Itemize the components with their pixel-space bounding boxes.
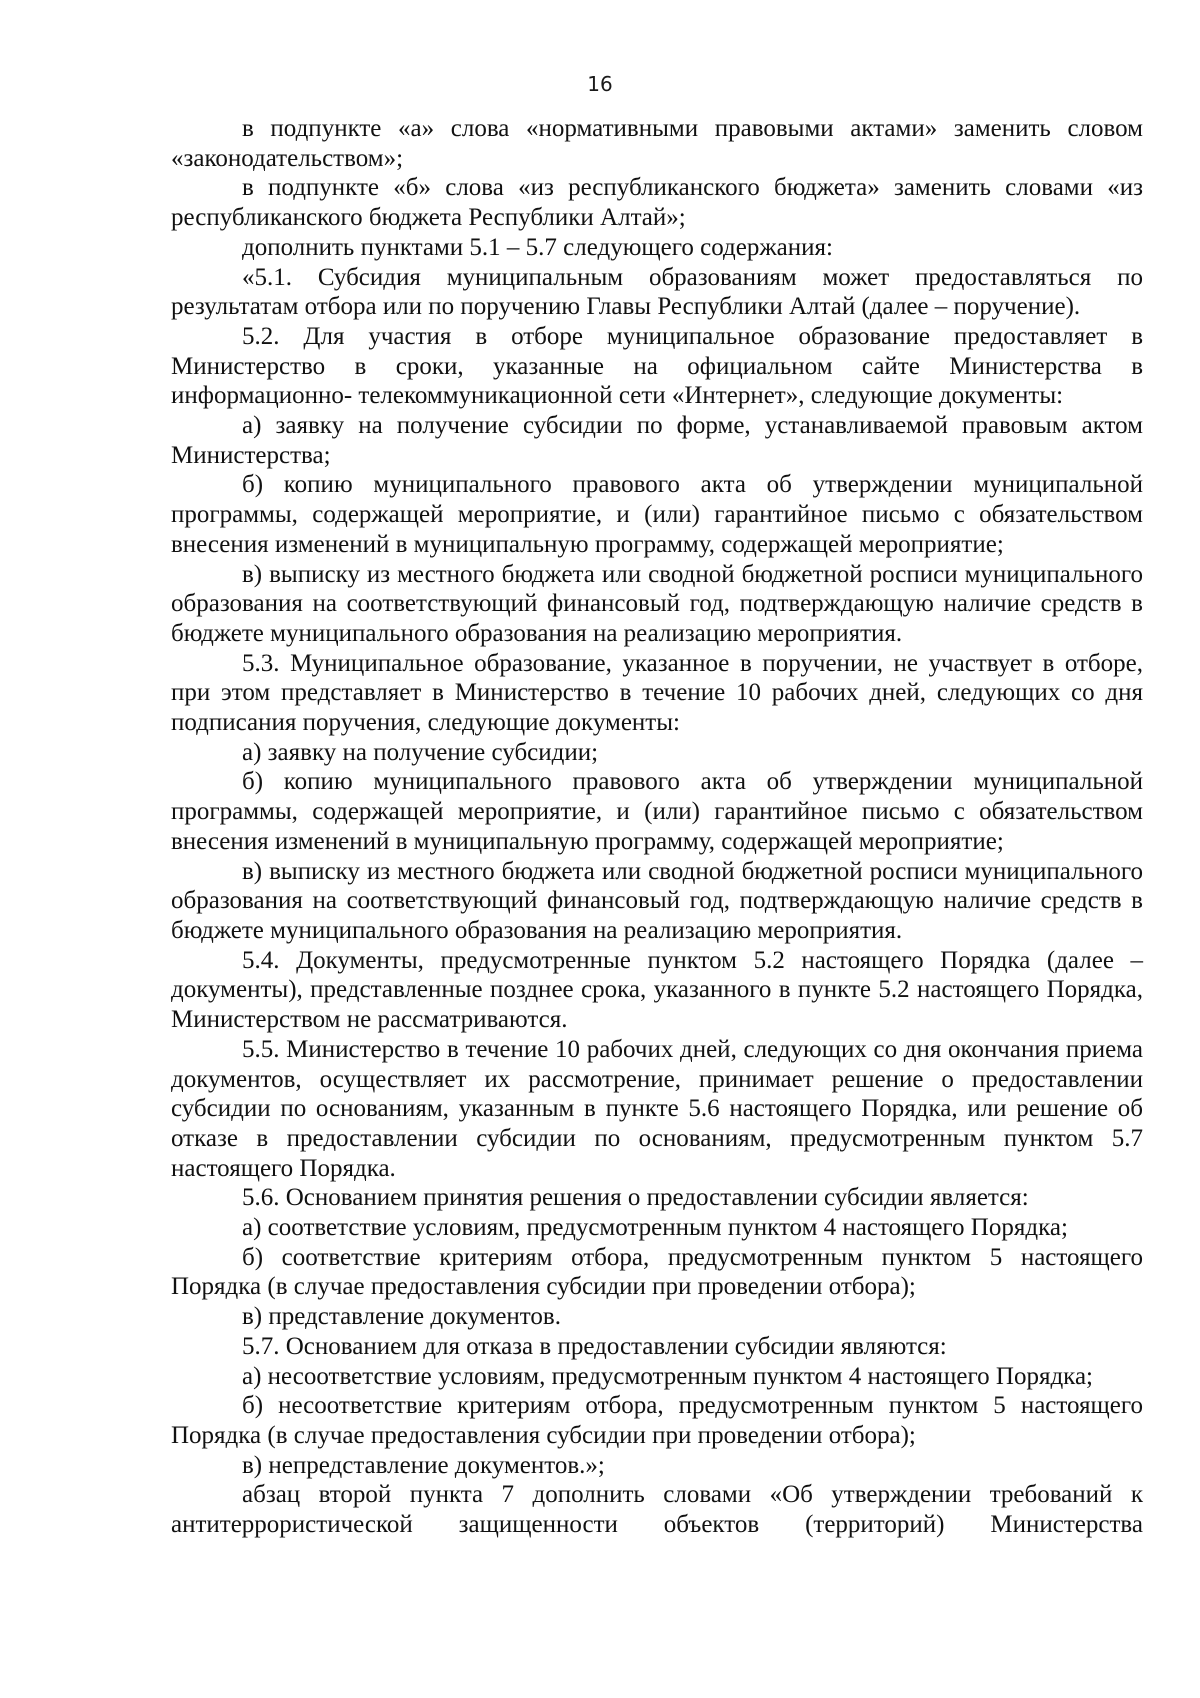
paragraph: б) копию муниципального правового акта об утверждении муниципальной программы, содержащей мероприятие, и (или) гарантийное письмо с обязательством внесения изменений в муниципальную программу, содержащей мероприятие; [171,471,1143,558]
paragraph: в) выписку из местного бюджета или сводной бюджетной росписи муниципального образования на соответствующий финансовый год, подтверждающую наличие средств в бюджете муниципального образования на реализацию мероприятия. [171,857,1143,944]
paragraph: абзац второй пункта 7 дополнить словами «Об утверждении требований к антитеррористической защищенности объектов (территорий) Министерства [171,1481,1143,1539]
paragraph: а) соответствие условиям, предусмотренным пунктом 4 настоящего Порядка; [242,1214,1068,1242]
paragraph: «5.1. Субсидия муниципальным образованиям может предоставляться по результатам отбора или по поручению Главы Республики Алтай (далее – поручение). [171,263,1143,321]
paragraph: б) соответствие критериям отбора, предусмотренным пунктом 5 настоящего Порядка (в случае предоставления субсидии при проведении отбора); [171,1243,1143,1301]
paragraph: а) заявку на получение субсидии; [242,738,599,766]
paragraph: 5.7. Основанием для отказа в предоставлении субсидии являются: [242,1332,947,1360]
paragraph: 5.3. Муниципальное образование, указанное в поручении, не участвует в отборе, при этом представляет в Министерство в течение 10 рабочих дней, следующих со дня подписания поручения, следующие документы: [171,649,1143,737]
paragraph: в) непредставление документов.»; [242,1451,605,1479]
paragraph: в) выписку из местного бюджета или сводной бюджетной росписи муниципального образования на соответствующий финансовый год, подтверждающую наличие средств в бюджете муниципального образования на реализацию мероприятия. [171,560,1143,647]
paragraph: б) несоответствие критериям отбора, предусмотренным пунктом 5 настоящего Порядка (в случае предоставления субсидии при проведении отбора); [171,1392,1143,1449]
paragraph: 5.2. Для участия в отборе муниципальное образование предоставляет в Министерство в сроки, указанные на официальном сайте Министерства в информационно- телекоммуникационной сети «Интернет», следующие документы: [171,322,1143,410]
paragraph: 5.6. Основанием принятия решения о предоставлении субсидии является: [242,1184,1029,1212]
paragraph: в подпункте «б» слова «из республиканского бюджета» заменить словами «из республиканского бюджета Республики Алтай»; [171,174,1143,232]
paragraph: 5.4. Документы, предусмотренные пунктом 5.2 настоящего Порядка (далее – документы), представленные позднее срока, указанного в пункте 5.2 настоящего Порядка, Министерством не рассматриваются. [171,946,1143,1034]
paragraph: 5.5. Министерство в течение 10 рабочих дней, следующих со дня окончания приема документов, осуществляет их рассмотрение, принимает решение о предоставлении субсидии по основаниям, указанным в пункте 5.6 настоящего Порядка, или решение об отказе в предоставлении субсидии по основаниям, предусмотренным пунктом 5.7 настоящего Порядка. [171,1035,1143,1182]
paragraph: дополнить пунктами 5.1 – 5.7 следующего содержания: [242,233,833,261]
paragraph: б) копию муниципального правового акта об утверждении муниципальной программы, содержащей мероприятие, и (или) гарантийное письмо с обязательством внесения изменений в муниципальную программу, содержащей мероприятие; [171,768,1143,855]
document-body [171,114,1143,1540]
paragraph: а) несоответствие условиям, предусмотренным пунктом 4 настоящего Порядка; [242,1362,1093,1390]
paragraph: а) заявку на получение субсидии по форме, устанавливаемой правовым актом Министерства; [171,412,1143,469]
page-number: 16 [587,72,613,96]
paragraph: в подпункте «а» слова «нормативными правовыми актами» заменить словом «законодательством»; [171,115,1143,172]
paragraph: в) представление документов. [242,1303,561,1331]
